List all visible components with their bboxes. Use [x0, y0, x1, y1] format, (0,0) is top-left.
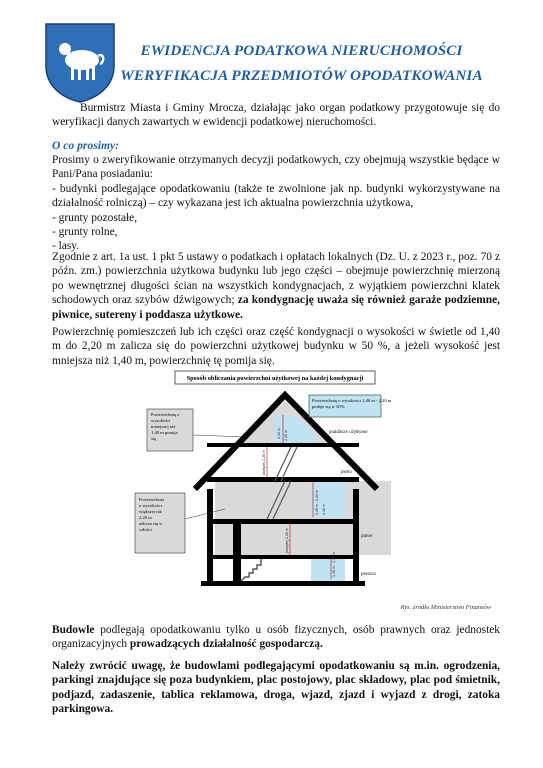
basement-label: piwnica — [361, 571, 376, 576]
figure-caption: Rys. źródło Ministerstwo Finansów — [400, 604, 491, 611]
ground-floor-label: parter — [361, 533, 373, 538]
request-section — [52, 153, 500, 254]
structures-lead: Budowle — [52, 624, 95, 636]
document-title-line2: WERYFIKACJA PRZEDMIOTÓW OPODATKOWANIA — [120, 67, 483, 84]
coat-of-arms-logo — [44, 22, 116, 104]
structures-paragraph — [52, 623, 500, 652]
document-title-line1: EWIDENCJA PODATKOWA NIERUCHOMOŚCI — [140, 42, 463, 59]
law-text: Zgodnie z art. 1a ust. 1 pkt 5 ustawy o podatkach i opłatach lokalnych (Dz. U. z 2023 r., poz. 70 z późn. zm.) powierzchnia użytkowa budynku lub jego części – obejmuje powierzchnię mierzoną po wewnętrznej długości ścian na wszystkich kondygnacjach, z wyjątkiem powierzchni klatek schodowych oraz szybów dźwigowych; — [52, 251, 500, 307]
note-paragraph: Należy zwrócić uwagę, że budowlami podlegającymi opodatkowaniu są m.in. ogrodzenia, parkingi znajdujące się poza budynkiem, plac postojowy, plac składowy, plac pod śmietnik, podjazd, zadaszenie, tablica reklamowa, droga, wjazd, zjazd i wyjazd z drogi, zatoka parkingowa. — [52, 660, 500, 716]
height-label: 1,40 m - 2,20 m — [332, 551, 336, 577]
list-item: - budynki podlegające opodatkowaniu (także te zwolnione jak np. budynki wykorzystywane na działalność rolniczą) – czy wykazana jest ich aktualna powierzchnia użytkowa, — [52, 182, 500, 210]
list-item: - grunty pozostałe, — [52, 211, 138, 224]
diagram-title: Sposób obliczania powierzchni użytkowej na każdej kondygnacji — [186, 375, 364, 382]
list-item: - grunty rolne, — [52, 226, 118, 239]
structures-bold: prowadzących działalność gospodarczą. — [129, 638, 323, 651]
request-heading: O co prosimy: — [52, 139, 119, 152]
intro-paragraph: Burmistrz Miasta i Gminy Mrocza, działając jako organ podatkowy przygotowuje się do weryfikacji danych zawartych w ewidencji podatkowej nieruchomości. — [52, 102, 500, 129]
callout-excluded: Powierzchnię o wysokości mniejszej niż 1,40 m pomija się — [151, 412, 180, 441]
height-label: powyżej 2,20 m — [285, 528, 289, 553]
list-item: - lasy. — [52, 240, 80, 253]
attic-label: poddasze użytkowe — [329, 429, 368, 434]
area-paragraph: Powierzchnię pomieszczeń lub ich części oraz część kondygnacji o wysokości w świetle od 1,40 m do 2,20 m zalicza się do powierzchni użytkowej budynku w 50 %, a jeżeli wysokość jest mniejsza niż 1,40 m, powierzchnię tę pomija się. — [52, 326, 500, 367]
law-bold-text: za kondygnację uważa się również garaże podziemne, piwnice, sutereny i poddasza użytkowe. — [52, 294, 500, 321]
request-lead: Prosimy o zweryfikowanie otrzymanych decyzji podatkowych, czy obejmują wszystkie będące w Pani/Pana posiadaniu: — [52, 154, 500, 181]
height-label: 1,40 m — [322, 504, 326, 515]
height-label: 1,40 m — [277, 428, 281, 439]
usable-area-diagram — [115, 369, 435, 601]
callout-50-percent: Powierzchnię o wysokości 1,40 m - 2,20 m podaje się w 50% — [312, 398, 392, 409]
height-label: 2,20 m — [284, 430, 288, 441]
structures-text: podlegają opodatkowaniu tylko u osób fizycznych, osób prawnych oraz jednostek organizacyjnych — [52, 624, 500, 651]
law-paragraph — [52, 250, 500, 322]
height-label: powyżej 2,20 m — [262, 450, 266, 475]
callout-full: Powierzchnia o wysokości większej niż 2,20 m zalicza się w całości — [139, 497, 165, 532]
floor-label: piętro — [341, 469, 352, 474]
height-label: 1,40 m - 2,20 m — [315, 489, 319, 515]
